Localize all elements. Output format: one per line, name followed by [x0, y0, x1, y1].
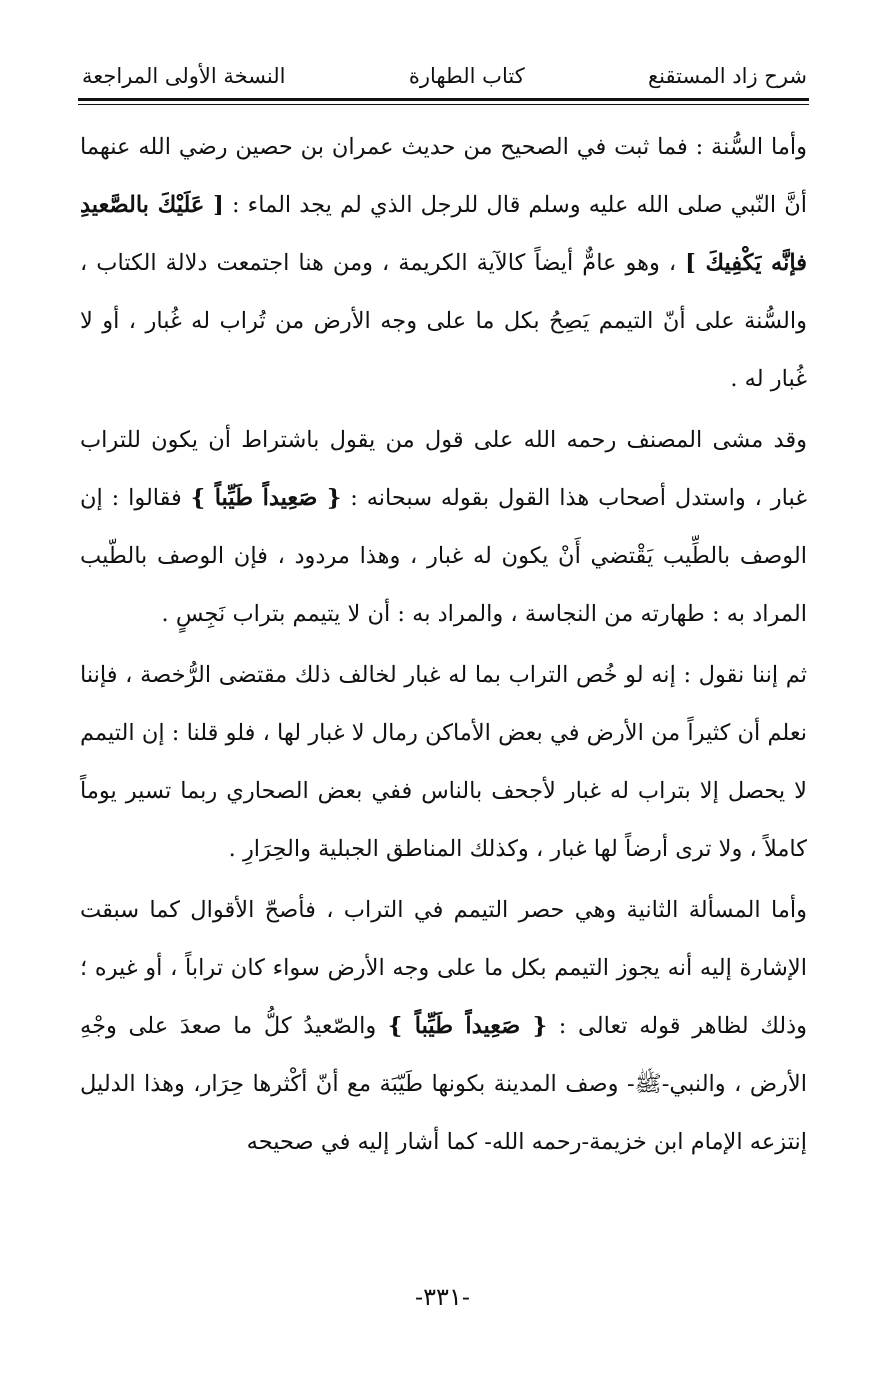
header-book-title: شرح زاد المستقنع	[648, 64, 807, 88]
quran-quote: { صَعِيداً طَيِّباً }	[387, 1013, 548, 1039]
quran-quote: { صَعِيداً طَيِّباً }	[190, 485, 342, 511]
paragraph-rukhsa	[80, 646, 807, 878]
header-rule-thick	[78, 98, 809, 101]
text-run: ، وهو عامٌّ أيضاً كالآية الكريمة ، ومن هنا اجتمعت دلالة الكتاب ، والسُّنة على أنّ التيمم يَصِحُ بكل ما على وجه الأرض من تُراب له غُبار ، أو لا غُبار له .	[80, 250, 807, 392]
body-text	[80, 118, 807, 1174]
header-chapter: كتاب الطهارة	[408, 64, 525, 88]
text-run: فقالوا : إن الوصف بالطِّيب يَقْتضي أَنْ يكون له غبار ، وهذا مردود ، فإن الوصف بالطّيب المراد به : طهارته من النجاسة ، والمراد به : أن لا يتيمم بتراب نَجِسٍ .	[80, 485, 807, 627]
text-run: ثم إننا نقول : إنه لو خُص التراب بما له غبار لخالف ذلك مقتضى الرُّخصة ، فإننا نعلم أن كثيراً من الأرض في بعض الأماكن رمال لا غبار لها ، فلو قلنا : إن التيمم لا يحصل إلا بتراب له غبار لأجحف بالناس ففي بعض الصحاري ربما تسير يوماً كاملاً ، ولا ترى أرضاً لها غبار ، وكذلك المناطق الجبلية والحِرَارِ .	[80, 662, 807, 862]
running-header	[82, 56, 807, 96]
text-run: وأما المسألة الثانية وهي حصر التيمم في التراب ، فأصحّ الأقوال كما سبقت الإشارة إليه أنه يجوز التيمم بكل ما على وجه الأرض سواء كان تراباً ، أو غيره ؛ وذلك لظاهر قوله تعالى :	[80, 897, 808, 1039]
page-number: -٣٣١-	[415, 1283, 470, 1311]
header-edition: النسخة الأولى المراجعة	[82, 64, 286, 88]
text-run: والصّعيدُ كلُّ ما صعدَ على وجْهِ الأرض ، والنبي-ﷺ- وصف المدينة بكونها طَيّبَة مع أنّ أكْثرها حِرَار، وهذا الدليل إنتزعه الإمام ابن خزيمة-رحمه الله- كما أشار إليه في صحيحه	[80, 1013, 807, 1155]
paragraph-sunnah	[80, 118, 807, 408]
header-rule-thin	[78, 104, 809, 105]
paragraph-author-view	[80, 411, 807, 643]
text-run: وقد مشى المصنف رحمه الله على قول من يقول باشتراط أن يكون للتراب غبار ، واستدل أصحاب هذا القول بقوله سبحانه :	[80, 427, 808, 511]
text-run: وأما السُّنة : فما ثبت في الصحيح من حديث عمران بن حصين رضي الله عنهما أنَّ النّبي صلى الله عليه وسلم قال للرجل الذي لم يجد الماء :	[80, 134, 808, 218]
paragraph-second-issue	[80, 881, 807, 1171]
hadith-quote: [ عَلَيْكَ بالصَّعيدِ فإنَّه يَكْفِيكَ ]	[80, 192, 807, 276]
